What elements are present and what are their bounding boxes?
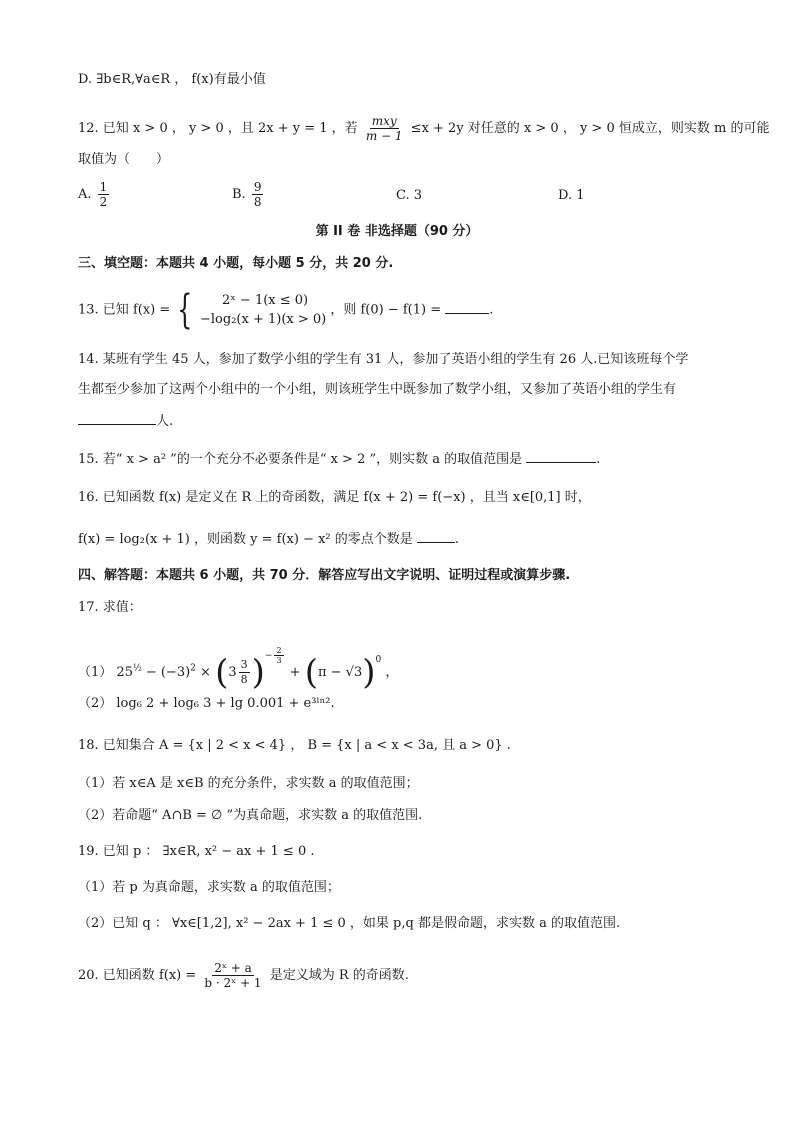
- q14-end: 人.: [156, 414, 174, 429]
- q12-fraction: [364, 114, 405, 143]
- q17-part1: [78, 634, 398, 695]
- q12-line1: [78, 114, 769, 143]
- q18-line1: 18. 已知集合 A = {x | 2 < x < 4} ， B = {x | a < x < 3a, 且 a > 0} .: [78, 738, 511, 753]
- q12-frac-num: mxy: [371, 114, 397, 128]
- q17-expr: $25^{\frac{1}{2}} - (-3)^2 \times (3$ $\frac{3}{8}$ )$^{- \frac{2}{3}}$ + $(\pi - √3)^0$ ，: [116, 646, 399, 693]
- q12-option-b-label: B.: [232, 187, 246, 202]
- q19-line1: 19. 已知 p ： ∃x∈R, x² − ax + 1 ≤ 0 .: [78, 844, 315, 859]
- q15: [78, 448, 600, 470]
- q12-option-a-frac: [98, 180, 110, 209]
- q17-title: 17. 求值：: [78, 600, 142, 615]
- q12-cond2: ≤x + 2y 对任意的 x > 0 ， y > 0 恒成立，则实数 m 的可能: [410, 121, 770, 136]
- q14-line3: [78, 410, 173, 432]
- q12-option-c-label: C.: [396, 188, 410, 203]
- q12-frac-den: m − 1: [365, 129, 403, 143]
- q16-line2: [78, 528, 459, 550]
- q13-prefix: 13. 已知 f(x) =: [78, 302, 171, 318]
- q12-option-a: [78, 180, 111, 209]
- q12-option-a-num: 1: [99, 180, 108, 194]
- q20-prefix: 20. 已知函数 f(x) =: [78, 968, 197, 983]
- q16-line2-text: f(x) = log₂(x + 1) ，则函数 y = f(x) − x² 的零点个数是: [78, 532, 413, 547]
- q15-end: .: [596, 452, 601, 467]
- section-4-title: 四、解答题：本题共 6 小题，共 70 分．解答应写出文字说明、证明过程或演算步骤.: [78, 568, 571, 583]
- q13-brace: {: [177, 287, 193, 333]
- q13-cases: [200, 291, 326, 329]
- q20-frac-den: b · 2ˣ + 1: [204, 976, 262, 990]
- q12-cond1: x > 0 ， y > 0 ，且 2x + y = 1 ，若: [132, 121, 358, 136]
- q11-option-d: D. ∃b∈R,∀a∈R ， f(x)有最小值: [78, 72, 266, 87]
- q12-option-b-frac: [252, 180, 264, 209]
- q14-line2: 生都至少参加了这两个小组中的一个小组，则该班学生中既参加了数学小组，又参加了英语小组的学生有: [78, 382, 677, 397]
- q17-part2: （2） log₆ 2 + log₆ 3 + lg 0.001 + e³ˡⁿ².: [78, 696, 335, 711]
- q12-option-b-num: 9: [253, 180, 262, 194]
- q12-option-a-den: 2: [99, 195, 108, 209]
- q15-prefix: 15. 若“ x > a² ”的一个充分不必要条件是“ x > 2 ”，则实数 a 的取值范围是: [78, 452, 523, 467]
- q19-part1: （1）若 p 为真命题，求实数 a 的取值范围；: [78, 880, 340, 895]
- q13: [78, 287, 494, 333]
- q13-case2: −log₂(x + 1)(x > 0): [200, 312, 327, 327]
- q12-option-d-label: D.: [558, 188, 573, 203]
- q12-option-b-den: 8: [253, 195, 262, 209]
- q12-line2: 取值为（ ）: [78, 152, 170, 167]
- q12-prefix: 12. 已知: [78, 121, 129, 136]
- q12-option-b: [232, 180, 265, 209]
- q20: [78, 958, 409, 994]
- q20-frac-num: 2ˣ + a: [214, 961, 252, 975]
- q13-end: .: [489, 302, 494, 318]
- section-3-title: 三、填空题：本题共 4 小题，每小题 5 分，共 20 分.: [78, 256, 394, 271]
- q14-line1: 14. 某班有学生 45 人，参加了数学小组的学生有 31 人，参加了英语小组的学生有 26 人.已知该班每个学: [78, 352, 689, 367]
- q17-part1-label: （1）: [78, 665, 113, 680]
- q12-option-d: [558, 188, 585, 203]
- q19-part2: （2）已知 q ： ∀x∈[1,2], x² − 2ax + 1 ≤ 0 ，如果 p,q 都是假命题，求实数 a 的取值范围.: [78, 916, 621, 931]
- q14-answer-blank[interactable]: [78, 410, 156, 425]
- q16-answer-blank[interactable]: [417, 528, 455, 543]
- q18-part2: （2）若命题“ A∩B = ∅ ”为真命题，求实数 a 的取值范围.: [78, 808, 423, 823]
- q12-option-a-label: A.: [78, 187, 92, 202]
- q13-answer-blank[interactable]: [445, 299, 489, 314]
- q13-case1: 2ˣ − 1(x ≤ 0): [222, 293, 309, 308]
- q12-option-c: [396, 188, 422, 203]
- section-2-title: 第 II 卷 非选择题（90 分）: [315, 224, 479, 239]
- q20-fraction: [202, 961, 263, 990]
- q20-suffix: 是定义域为 R 的奇函数.: [269, 968, 409, 983]
- q13-suffix: ，则 f(0) − f(1) =: [330, 302, 442, 318]
- q12-option-d-text: 1: [576, 188, 585, 203]
- q15-answer-blank[interactable]: [526, 448, 596, 463]
- q16-end: .: [454, 532, 460, 547]
- q16-line1: 16. 已知函数 f(x) 是定义在 R 上的奇函数，满足 f(x + 2) = f(−x) ，且当 x∈[0,1] 时，: [78, 490, 591, 505]
- q12-option-c-text: 3: [413, 188, 423, 203]
- q18-part1: （1）若 x∈A 是 x∈B 的充分条件，求实数 a 的取值范围；: [78, 776, 419, 791]
